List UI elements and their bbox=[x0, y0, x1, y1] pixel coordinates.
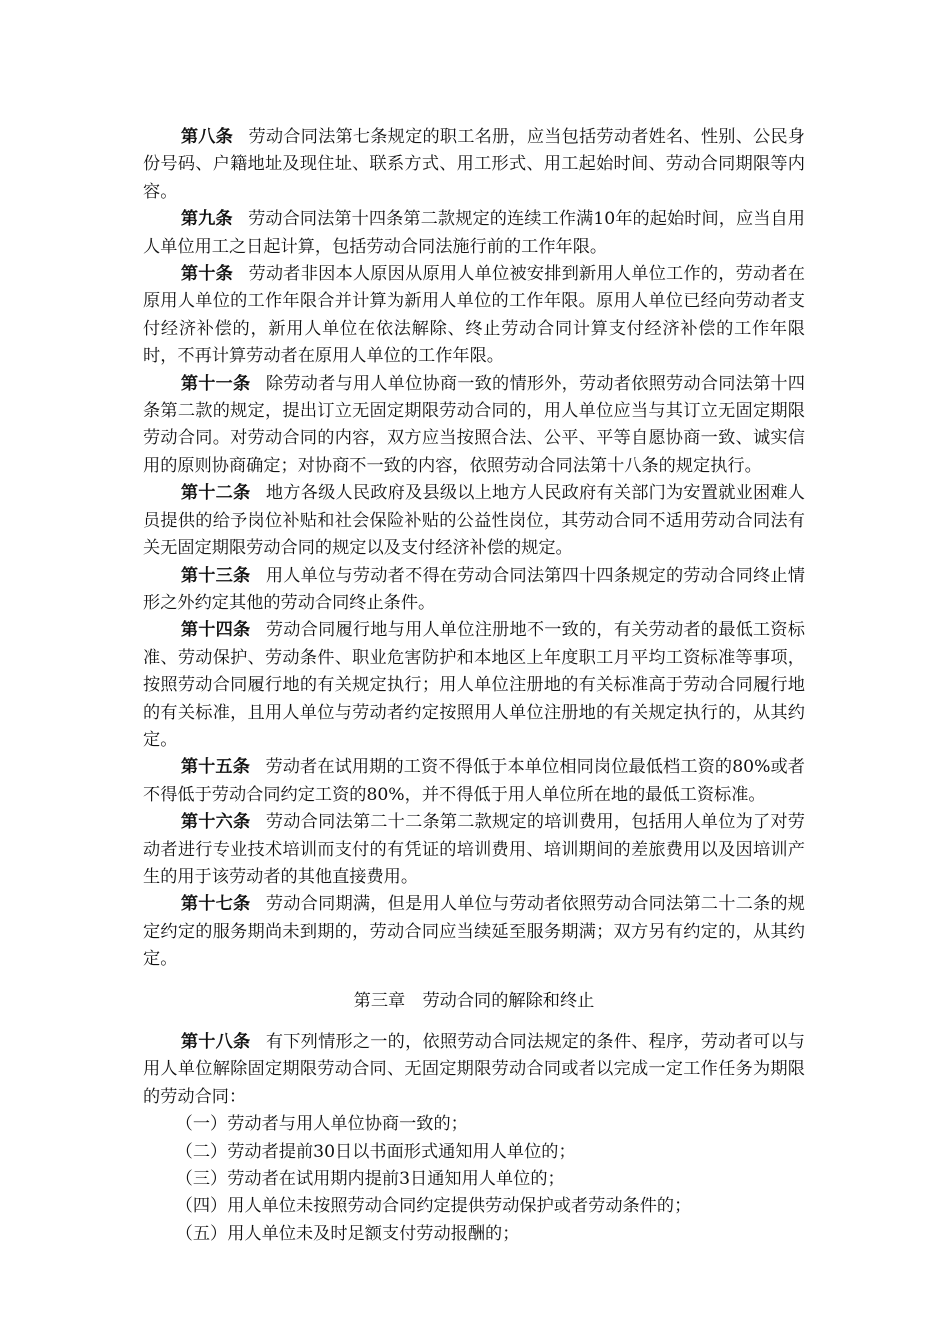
article-13 bbox=[143, 563, 805, 618]
article-text: 用人单位与劳动者不得在劳动合同法第四十四条规定的劳动合同终止情形之外约定其他的劳动合同终止条件。 bbox=[143, 565, 805, 613]
article-text: 劳动者非因本人原因从原用人单位被安排到新用人单位工作的，劳动者在原用人单位的工作年限合并计算为新用人单位的工作年限。原用人单位已经向劳动者支付经济补偿的，新用人单位在依法解除、终止劳动合同计算支付经济补偿的工作年限时，不再计算劳动者在原用人单位的工作年限。 bbox=[143, 264, 805, 367]
article-17 bbox=[143, 891, 805, 973]
article-label: 第八条 bbox=[180, 127, 234, 147]
article-text: 劳动者在试用期的工资不得低于本单位相同岗位最低档工资的80%或者不得低于劳动合同约定工资的80%，并不得低于用人单位所在地的最低工资标准。 bbox=[143, 757, 805, 805]
list-item: （三）劳动者在试用期内提前3日通知用人单位的； bbox=[175, 1169, 565, 1190]
document-page bbox=[143, 124, 805, 1248]
article-text: 有下列情形之一的，依照劳动合同法规定的条件、程序，劳动者可以与用人单位解除固定期限劳动合同、无固定期限劳动合同或者以完成一定工作任务为期限的劳动合同： bbox=[143, 1032, 805, 1107]
chapter-title: 劳动合同的解除和终止 bbox=[422, 990, 595, 1011]
article-11 bbox=[143, 371, 805, 481]
article-text: 除劳动者与用人单位协商一致的情形外，劳动者依照劳动合同法第十四条第二款的规定，提出订立无固定期限劳动合同的，用人单位应当与其订立无固定期限劳动合同。对劳动合同的内容，双方应当按照合法、公平、平等自愿协商一致、诚实信用的原则协商确定；对协商不一致的内容，依照劳动合同法第十八条的规定执行。 bbox=[143, 373, 805, 476]
article-16 bbox=[143, 809, 805, 891]
article-label: 第十六条 bbox=[180, 812, 251, 833]
article-label: 第九条 bbox=[180, 209, 233, 230]
article-label: 第十三条 bbox=[180, 565, 251, 586]
article-text: 劳动合同期满，但是用人单位与劳动者依照劳动合同法第二十二条的规定约定的服务期尚未到期的，劳动合同应当续延至服务期满；双方另有约定的，从其约定。 bbox=[143, 894, 805, 970]
article-18 bbox=[143, 1029, 805, 1111]
article-text: 劳动合同法第七条规定的职工名册，应当包括劳动者姓名、性别、公民身份号码、户籍地址及现住址、联系方式、用工形式、用工起始时间、劳动合同期限等内容。 bbox=[143, 127, 805, 202]
article-label: 第十二条 bbox=[180, 483, 251, 504]
article-label: 第十八条 bbox=[180, 1032, 251, 1052]
article-text: 劳动合同法第十四条第二款规定的连续工作满10年的起始时间，应当自用人单位用工之日起计算，包括劳动合同法施行前的工作年限。 bbox=[143, 209, 805, 257]
list-item: （四）用人单位未按照劳动合同约定提供劳动保护或者劳动条件的； bbox=[175, 1196, 692, 1217]
article-8 bbox=[143, 124, 805, 206]
article-12 bbox=[143, 480, 805, 562]
article-15 bbox=[143, 754, 805, 809]
article-label: 第十条 bbox=[180, 264, 234, 285]
article-9 bbox=[143, 206, 805, 261]
chapter-number: 第三章 bbox=[353, 990, 406, 1011]
article-14 bbox=[143, 617, 805, 754]
article-10 bbox=[143, 261, 805, 371]
list-item: （一）劳动者与用人单位协商一致的； bbox=[175, 1114, 468, 1135]
list-item: （五）用人单位未及时足额支付劳动报酬的； bbox=[175, 1223, 520, 1244]
article-text: 劳动合同法第二十二条第二款规定的培训费用，包括用人单位为了对劳动者进行专业技术培训而支付的有凭证的培训费用、培训期间的差旅费用以及因培训产生的用于该劳动者的其他直接费用。 bbox=[143, 812, 805, 887]
article-label: 第十五条 bbox=[180, 757, 250, 778]
chapter-heading bbox=[143, 988, 805, 1015]
article-label: 第十一条 bbox=[180, 373, 251, 394]
article-label: 第十七条 bbox=[180, 894, 251, 915]
article-label: 第十四条 bbox=[180, 620, 251, 641]
list-item: （二）劳动者提前30日以书面形式通知用人单位的； bbox=[175, 1141, 576, 1162]
article-text: 劳动合同履行地与用人单位注册地不一致的，有关劳动者的最低工资标准、劳动保护、劳动条件、职业危害防护和本地区上年度职工月平均工资标准等事项，按照劳动合同履行地的有关规定执行；用人单位注册地的有关标准高于劳动合同履行地的有关标准，且用人单位与劳动者约定按照用人单位注册地的有关规定执行的，从其约定。 bbox=[143, 620, 805, 750]
article-text: 地方各级人民政府及县级以上地方人民政府有关部门为安置就业困难人员提供的给予岗位补贴和社会保险补贴的公益性岗位，其劳动合同不适用劳动合同法有关无固定期限劳动合同的规定以及支付经济补偿的规定。 bbox=[143, 483, 805, 559]
